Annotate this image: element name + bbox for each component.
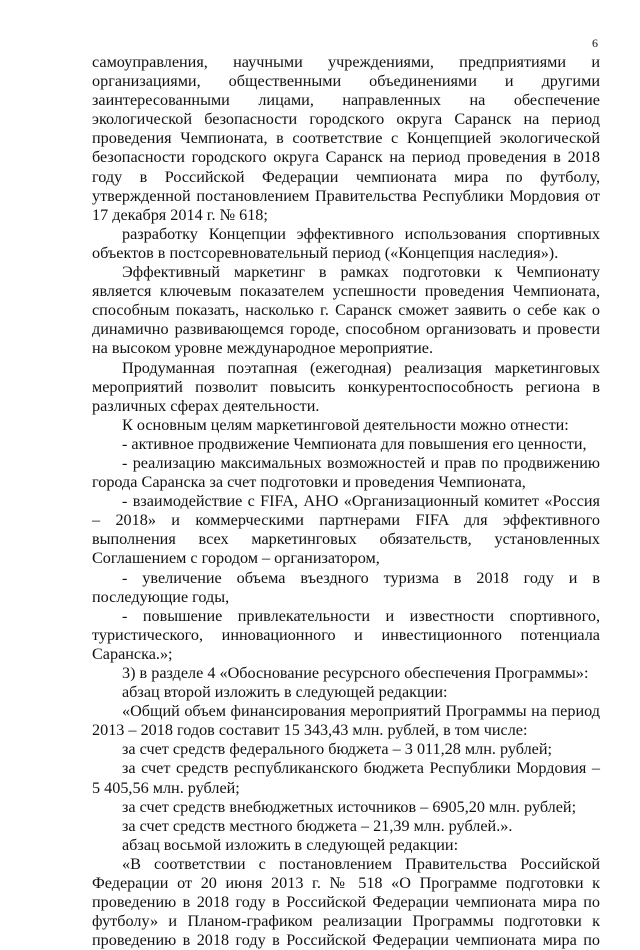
paragraph: - активное продвижение Чемпионата для повышения его ценности, [122, 434, 587, 453]
paragraph: абзац второй изложить в следующей редакции: [122, 683, 448, 702]
paragraph: Эффективный маркетинг в рамках подготовки к Чемпионату является ключевым показателем успешности проведения Чемпионата, способным показать, насколько г. Саранск сможет заявить о себе как о динамично развивающемся городе, способном организовать и провести на высоком уровне международное мероприятие. [92, 263, 600, 358]
paragraph: разработку Концепции эффективного использования спортивных объектов в постсоревновательный период («Концепция наследия»). [92, 224, 600, 262]
paragraph: Продуманная поэтапная (ежегодная) реализация маркетинговых мероприятий позволит повысить конкурентоспособность региона в различных сферах деятельности. [92, 358, 600, 415]
paragraph: К основным целям маркетинговой деятельности можно отнести: [122, 415, 569, 434]
paragraph: - повышение привлекательности и известности спортивного, туристического, инновационного и инвестиционного потенциала Саранска.»; [92, 606, 600, 663]
paragraph: - увеличение объема въездного туризма в 2018 году и в последующие годы, [92, 568, 600, 606]
paragraph: самоуправления, научными учреждениями, предприятиями и организациями, общественными объединениями и другими заинтересованными лицами, направленных на обеспечение экологической безопасности городского округа Саранск на период проведения Чемпионата, в соответствие с Концепцией экологической безопасности городского округа Саранск на период проведения в 2018 году в Российской Федерации чемпионата мира по футболу, утвержденной постановлением Правительства Республики Мордовия от 17 декабря 2014 г. № 618; [92, 53, 600, 224]
page-number: 6 [592, 36, 598, 50]
paragraph: за счет средств федерального бюджета – 3 011,28 млн. рублей; [122, 740, 553, 759]
paragraph: за счет средств республиканского бюджета Республики Мордовия – 5 405,56 млн. рублей; [92, 759, 600, 797]
paragraph: «В соответствии с постановлением Правительства Российской Федерации от 20 июня 2013 г. № 518 «О Программе подготовки к проведению в 2018 году в Российской Федерации чемпионата мира по футболу» и Планом-графиком реализации Программы подготовки к проведению в 2018 году в Российской Федерации чемпионата мира по [92, 854, 600, 950]
paragraph: 3) в разделе 4 «Обоснование ресурсного обеспечения Программы»: [122, 664, 589, 682]
document-body [92, 53, 600, 950]
paragraph: - реализацию максимальных возможностей и прав по продвижению города Саранска за счет подготовки и проведения Чемпионата, [92, 453, 600, 492]
paragraph: за счет средств внебюджетных источников – 6905,20 млн. рублей; [122, 797, 577, 816]
paragraph: абзац восьмой изложить в следующей редакции: [122, 835, 459, 854]
paragraph: - взаимодействие с FIFA, АНО «Организационный комитет «Россия – 2018» и коммерческими партнерами FIFA для эффективного выполнения всех маркетинговых обязательств, установленных Соглашением с городом – организатором, [92, 492, 600, 568]
paragraph: «Общий объем финансирования мероприятий Программы на период 2013 – 2018 годов составит 15 343,43 млн. рублей, в том числе: [92, 702, 600, 740]
paragraph: за счет средств местного бюджета – 21,39 млн. рублей.». [122, 816, 513, 835]
